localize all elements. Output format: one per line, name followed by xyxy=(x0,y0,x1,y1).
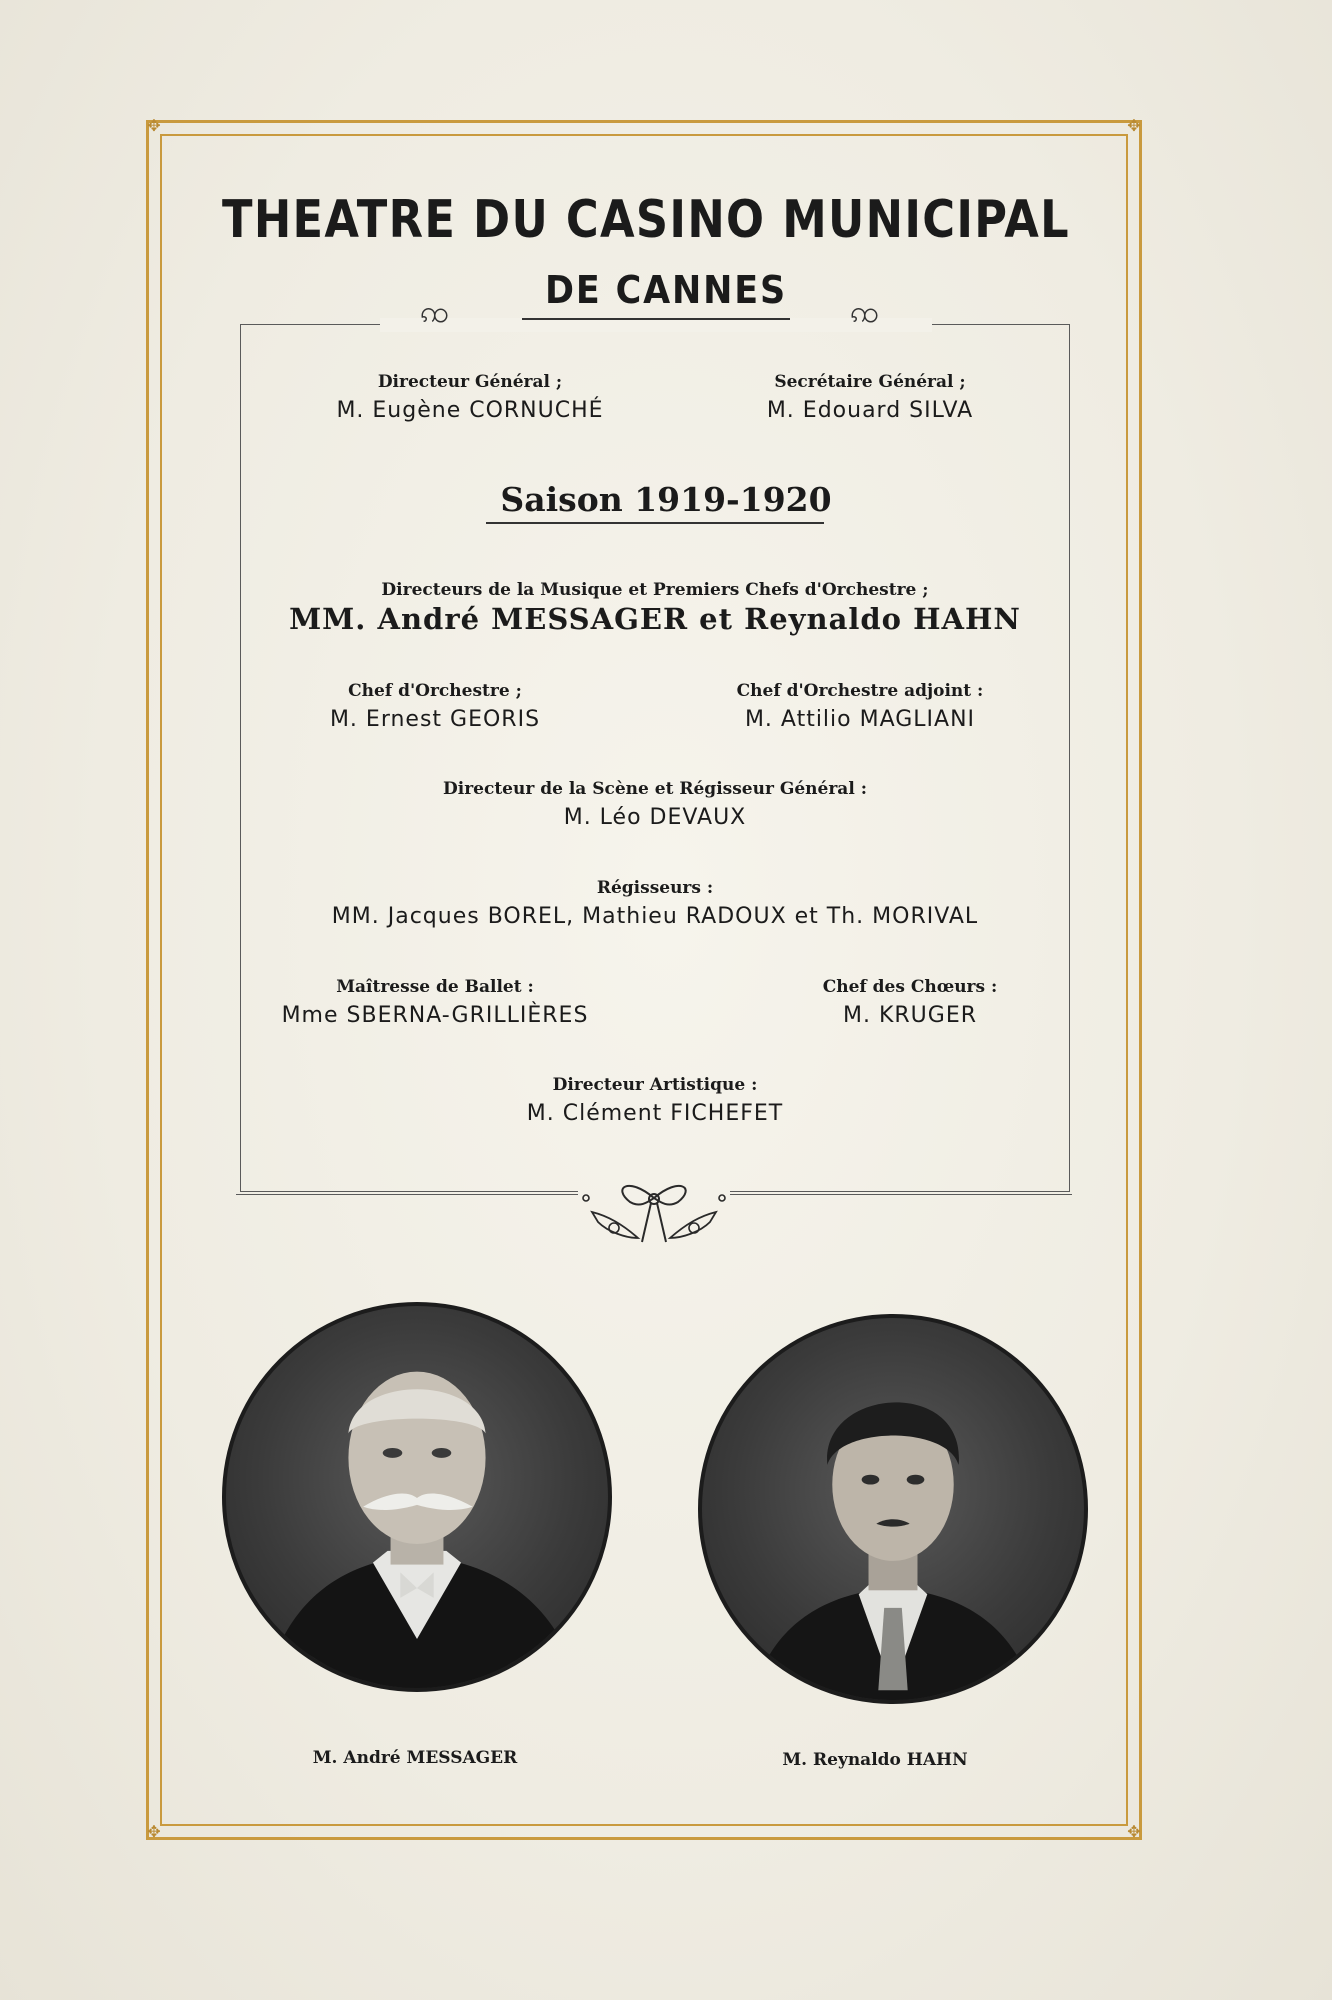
scroll-flourish-right-icon: ꩡ xyxy=(850,295,880,330)
secretary-general-name: M. Edouard SILVA xyxy=(766,398,974,423)
choir-master-name: M. KRUGER xyxy=(842,1003,978,1028)
corner-ornament-icon: ✥ xyxy=(1127,116,1141,135)
regisseurs-names: MM. Jacques BOREL, Mathieu RADOUX et Th. MORIVAL xyxy=(331,904,979,929)
corner-ornament-icon: ✥ xyxy=(147,1822,161,1841)
subtitle-underline xyxy=(522,318,790,320)
regisseurs-label: Régisseurs : xyxy=(596,878,714,898)
ballet-mistress-name: Mme SBERNA-GRILLIÈRES xyxy=(281,1003,589,1028)
conductor-label: Chef d'Orchestre ; xyxy=(348,681,522,701)
corner-ornament-icon: ✥ xyxy=(1127,1822,1141,1841)
conductor-name: M. Ernest GEORIS xyxy=(329,707,541,732)
assistant-conductor-label: Chef d'Orchestre adjoint : xyxy=(736,681,984,701)
portrait-messager xyxy=(222,1302,612,1692)
music-directors-label: Directeurs de la Musique et Premiers Chefs d'Orchestre ; xyxy=(381,580,929,600)
secretary-general-label: Secrétaire Général ; xyxy=(774,372,966,392)
caption-hahn: M. Reynaldo HAHN xyxy=(782,1750,968,1770)
artistic-director-name: M. Clément FICHEFET xyxy=(526,1101,784,1126)
staff-list-box xyxy=(240,324,1070,1192)
music-directors-names: MM. André MESSAGER et Reynaldo HAHN xyxy=(289,602,1021,636)
caption-messager: M. André MESSAGER xyxy=(312,1748,518,1768)
season-heading: Saison 1919-1920 xyxy=(500,480,832,519)
stage-director-name: M. Léo DEVAUX xyxy=(563,805,747,830)
ribbon-bow-ornament-icon xyxy=(578,1172,730,1252)
portrait-hahn xyxy=(698,1314,1088,1704)
season-underline xyxy=(486,522,824,524)
ballet-mistress-label: Maîtresse de Ballet : xyxy=(336,977,534,997)
assistant-conductor-name: M. Attilio MAGLIANI xyxy=(744,707,976,732)
director-general-name: M. Eugène CORNUCHÉ xyxy=(336,398,604,423)
page-title: THEATRE DU CASINO MUNICIPAL xyxy=(222,190,1070,250)
director-general-label: Directeur Général ; xyxy=(377,372,563,392)
stage-director-label: Directeur de la Scène et Régisseur Général : xyxy=(443,779,867,799)
choir-master-label: Chef des Chœurs : xyxy=(822,977,998,997)
scroll-flourish-left-icon: ꩡ xyxy=(420,295,450,330)
corner-ornament-icon: ✥ xyxy=(147,116,161,135)
page-subtitle: DE CANNES xyxy=(545,268,787,312)
artistic-director-label: Directeur Artistique : xyxy=(552,1075,758,1095)
